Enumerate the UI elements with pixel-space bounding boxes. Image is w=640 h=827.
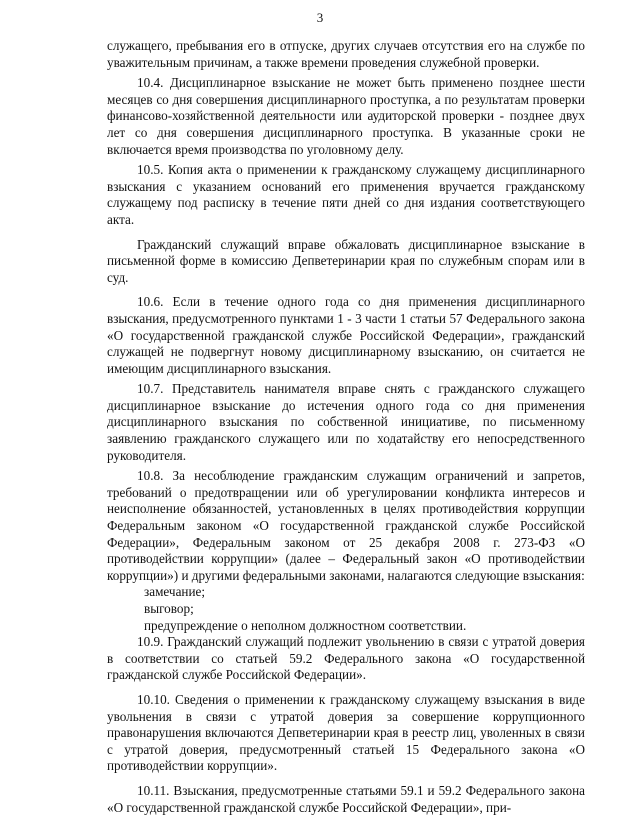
paragraph-continuation: служащего, пребывания его в отпуске, других случаев отсутствия его на службе по уважительным причинам, а также времени проведения служебной проверки. (107, 38, 585, 70)
paragraph-appeal: Гражданский служащий вправе обжаловать дисциплинарное взыскание в письменной форме в комиссию Депветеринарии края по служебным спорам или в суд. (107, 236, 585, 285)
paragraph-10-4: 10.4. Дисциплинарное взыскание не может быть применено позднее шести месяцев со дня совершения дисциплинарного проступка, а по результатам проверки финансово-хозяйственной деятельности или аудиторской проверки - позднее двух лет со дня совершения дисциплинарного проступка. В указанные сроки не включается время производства по уголовному делу. (107, 75, 585, 157)
list-item-warning: предупреждение о неполном должностном соответствии. (144, 617, 467, 633)
paragraph-10-11: 10.11. Взыскания, предусмотренные статьями 59.1 и 59.2 Федерального закона «О государственной гражданской службе Российской Федерации», при- (107, 782, 585, 815)
list-item-rebuke: выговор; (144, 601, 194, 616)
document-body (107, 38, 585, 816)
paragraph-10-7: 10.7. Представитель нанимателя вправе снять с гражданского служащего дисциплинарное взыскание до истечения одного года со дня применения дисциплинарного взыскания по собственной инициативе, по письменному заявлению гражданского служащего или по ходатайству его непосредственного руководителя. (107, 381, 585, 463)
paragraph-10-6: 10.6. Если в течение одного года со дня применения дисциплинарного взыскания, предусмотренного пунктами 1 - 3 части 1 статьи 57 Федерального закона «О государственной гражданской службе Российской Федерации», гражданский служащей не подвергнут новому дисциплинарному взысканию, он считается не имеющим дисциплинарного взыскания. (107, 294, 585, 376)
paragraph-10-5: 10.5. Копия акта о применении к гражданскому служащему дисциплинарного взыскания с указанием оснований его применения вручается гражданскому служащему под расписку в течение пяти дней со дня издания соответствующего акта. (107, 162, 585, 227)
paragraph-10-8: 10.8. За несоблюдение гражданским служащим ограничений и запретов, требований о предотвращении или об урегулировании конфликта интересов и неисполнение обязанностей, установленных в целях противодействия коррупции Федеральным законом «О государственной гражданской службе Российской Федерации», Федеральным законом от 25 декабря 2008 г. 273-ФЗ «О противодействии коррупции» (далее – Федеральный закон «О противодействии коррупции») и другими федеральными законами, налагаются следующие взыскания: (107, 468, 585, 583)
paragraph-10-10: 10.10. Сведения о применении к гражданскому служащему взыскания в виде увольнения в связи с утратой доверия за совершение коррупционного правонарушения включаются Депветеринарии края в реестр лиц, уволенных в связи с утратой доверия, предусмотренный статьей 15 Федерального закона «О противодействии коррупции». (107, 691, 585, 774)
list-item-reprimand: замечание; (144, 584, 206, 600)
page-number: 3 (316, 10, 324, 25)
paragraph-10-9: 10.9. Гражданский служащий подлежит увольнению в связи с утратой доверия в соответствии со статьей 59.2 Федерального закона «О государственной гражданской службе Российской Федерации». (107, 634, 585, 683)
